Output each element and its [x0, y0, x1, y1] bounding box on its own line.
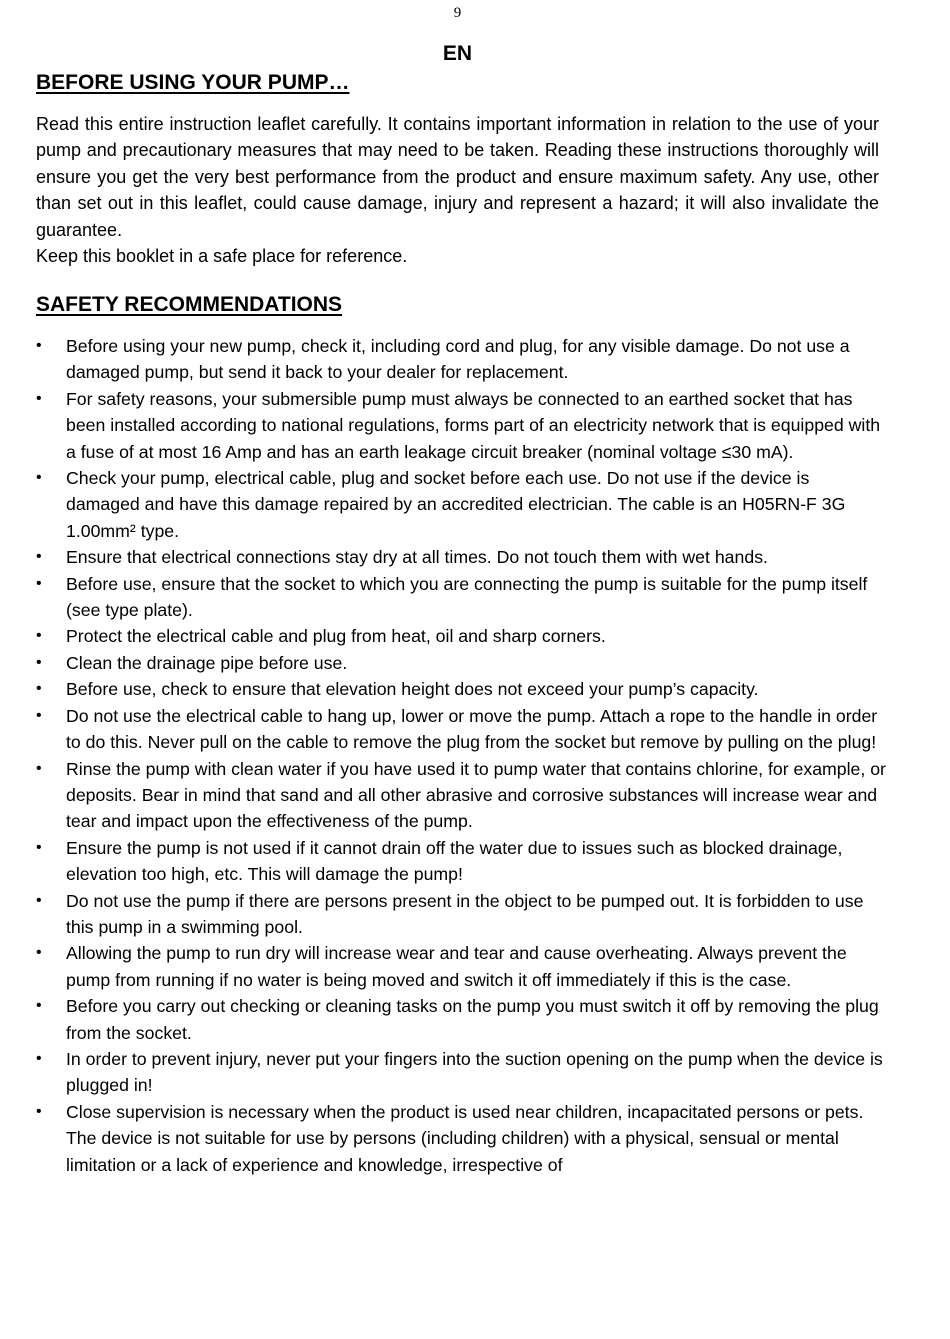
list-item [36, 703, 886, 756]
keep-booklet-note: Keep this booklet in a safe place for reference. [36, 246, 408, 267]
bullet-icon: • [36, 574, 42, 592]
list-item-text: In order to prevent injury, never put your fingers into the suction opening on the pump when the device is plugged in! [66, 1048, 883, 1096]
list-item [36, 623, 886, 649]
bullet-icon: • [36, 548, 42, 566]
bullet-icon: • [36, 891, 42, 909]
list-item-text: Before using your new pump, check it, including cord and plug, for any visible damage. Do not use a damaged pump, but send it back to your dealer for replacement. [66, 336, 850, 383]
bullet-icon: • [36, 1049, 42, 1067]
list-item-text: Protect the electrical cable and plug from heat, oil and sharp corners. [66, 626, 606, 647]
intro-text: Read this entire instruction leaflet carefully. It contains important information in relation to the use of your pump and precautionary measures that may need to be taken. Reading these instructions thoroughly will ensure you get the very best performance from the product and ensure maximum safety. Any use, other than set out in this leaflet, could cause damage, injury and represent a hazard; it will also invalidate the guarantee. [36, 114, 879, 240]
safety-list [36, 333, 886, 1178]
list-item-text: For safety reasons, your submersible pump must always be connected to an earthed socket that has been installed according to national regulations, forms part of an electricity network that is equipped with a fuse of at most 16 Amp and has an earth leakage circuit breaker (nominal voltage ≤30 mA). [66, 388, 881, 462]
bullet-icon: • [36, 838, 42, 856]
list-item [36, 756, 886, 835]
list-item-text: Clean the drainage pipe before use. [66, 652, 348, 673]
list-item-text: Before you carry out checking or cleaning tasks on the pump you must switch it off by removing the plug from the socket. [66, 996, 879, 1043]
section-heading-safety: SAFETY RECOMMENDATIONS [36, 293, 343, 316]
page-number: 9 [453, 5, 462, 21]
list-item-text: Ensure that electrical connections stay dry at all times. Do not touch them with wet hands. [66, 547, 768, 568]
list-item-text: Do not use the electrical cable to hang up, lower or move the pump. Attach a rope to the handle in order to do this. Never pull on the cable to remove the plug from the socket but remove by pulling on the plug! [66, 705, 878, 753]
intro-paragraph [36, 111, 879, 269]
list-item [36, 465, 886, 544]
bullet-icon: • [36, 997, 42, 1015]
list-item [36, 571, 886, 624]
list-item [36, 993, 886, 1046]
list-item [36, 676, 886, 702]
bullet-icon: • [36, 1102, 42, 1120]
bullet-icon: • [36, 759, 42, 777]
list-item-text: Do not use the pump if there are persons present in the object to be pumped out. It is forbidden to use this pump in a swimming pool. [66, 890, 864, 937]
list-item-text: Check your pump, electrical cable, plug and socket before each use. Do not use if the device is damaged and have this damage repaired by an accredited electrician. The cable is an H05RN-F 3G 1.00mm² type. [66, 468, 846, 541]
bullet-icon: • [36, 337, 42, 354]
bullet-icon: • [36, 389, 42, 407]
list-item [36, 650, 886, 676]
language-code: EN [442, 42, 473, 65]
bullet-icon: • [36, 706, 42, 724]
list-item-text: Close supervision is necessary when the product is used near children, incapacitated persons or pets. The device is not suitable for use by persons (including children) with a physical, sensual or mental limitation or a lack of experience and knowledge, irrespective of [66, 1101, 864, 1175]
section-heading-before-using: BEFORE USING YOUR PUMP… [36, 71, 350, 94]
list-item-text: Ensure the pump is not used if it cannot drain off the water due to issues such as blocked drainage, elevation too high, etc. This will damage the pump! [66, 837, 843, 885]
list-item [36, 1046, 886, 1099]
list-item-text: Before use, ensure that the socket to which you are connecting the pump is suitable for the pump itself (see type plate). [66, 573, 868, 621]
bullet-icon: • [36, 680, 42, 698]
list-item-text: Before use, check to ensure that elevation height does not exceed your pump’s capacity. [66, 679, 759, 700]
list-item-text: Rinse the pump with clean water if you have used it to pump water that contains chlorine, for example, or deposits. Bear in mind that sand and all other abrasive and corrosive substances will increase wear and tear and impact upon the effectiveness of the pump. [66, 758, 886, 832]
list-item-text: Allowing the pump to run dry will increase wear and tear and cause overheating. Always prevent the pump from running if no water is being moved and switch it off immediately if this is the case. [66, 943, 847, 990]
bullet-icon: • [36, 653, 42, 671]
list-item [36, 940, 886, 993]
list-item [36, 835, 886, 888]
bullet-icon: • [36, 944, 42, 962]
bullet-icon: • [36, 627, 42, 645]
list-item [36, 544, 886, 570]
list-item [36, 333, 886, 386]
list-item [36, 1099, 886, 1178]
list-item [36, 888, 886, 941]
bullet-icon: • [36, 469, 42, 487]
list-item [36, 386, 886, 465]
